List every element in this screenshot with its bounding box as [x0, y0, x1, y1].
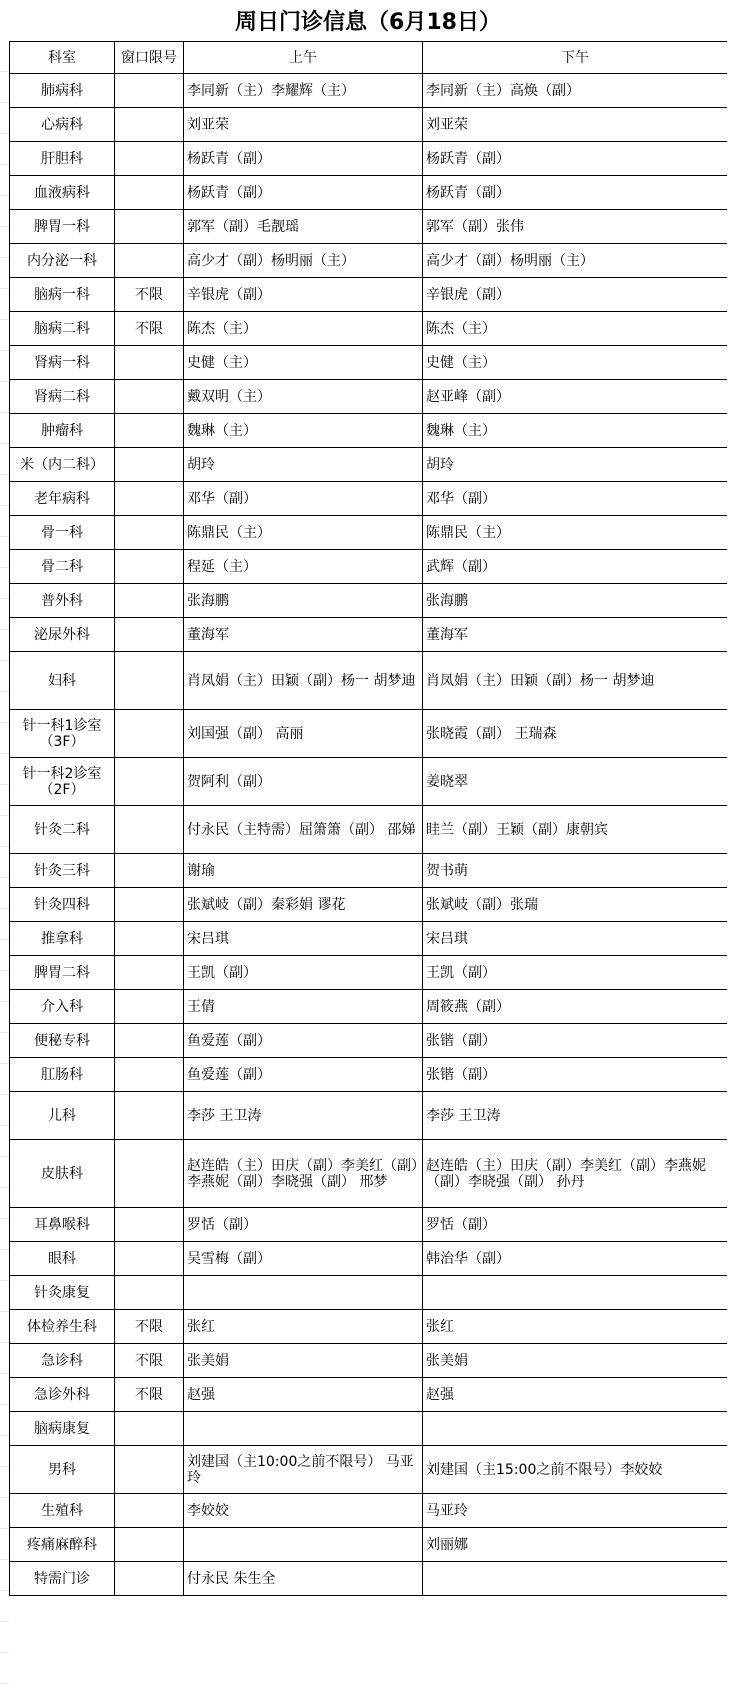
table-row	[10, 176, 728, 210]
morning-doctors-cell: 付永民 朱生全	[184, 1562, 423, 1596]
window-limit-cell	[115, 1242, 184, 1276]
morning-doctors-cell	[184, 1412, 423, 1446]
afternoon-doctors-cell: 韩治华（副）	[423, 1242, 728, 1276]
window-limit-cell	[115, 380, 184, 414]
window-limit-cell	[115, 854, 184, 888]
afternoon-doctors-cell	[423, 1412, 728, 1446]
dept-cell: 肛肠科	[10, 1058, 115, 1092]
window-limit-cell	[115, 1446, 184, 1494]
header-morning: 上午	[184, 42, 423, 74]
dept-cell: 肾病二科	[10, 380, 115, 414]
dept-cell: 脾胃一科	[10, 210, 115, 244]
window-limit-cell	[115, 1528, 184, 1562]
morning-doctors-cell: 杨跃青（副）	[184, 142, 423, 176]
afternoon-doctors-cell	[423, 1276, 728, 1310]
window-limit-cell	[115, 710, 184, 758]
table-row	[10, 618, 728, 652]
morning-doctors-cell: 王凯（副）	[184, 956, 423, 990]
afternoon-doctors-cell	[423, 1562, 728, 1596]
page-title: 周日门诊信息（6月18日）	[235, 10, 501, 35]
dept-cell: 急诊科	[10, 1344, 115, 1378]
window-limit-cell	[115, 1024, 184, 1058]
window-limit-cell	[115, 1276, 184, 1310]
table-row	[10, 1140, 728, 1208]
morning-doctors-cell	[184, 1276, 423, 1310]
table-row	[10, 758, 728, 806]
dept-cell: 普外科	[10, 584, 115, 618]
dept-cell: 急诊外科	[10, 1378, 115, 1412]
afternoon-doctors-cell: 李莎 王卫涛	[423, 1092, 728, 1140]
window-limit-cell	[115, 1208, 184, 1242]
morning-doctors-cell: 陈杰（主）	[184, 312, 423, 346]
table-row	[10, 516, 728, 550]
window-limit-cell	[115, 990, 184, 1024]
table-row	[10, 108, 728, 142]
dept-cell: 介入科	[10, 990, 115, 1024]
afternoon-doctors-cell: 郭军（副）张伟	[423, 210, 728, 244]
table-row	[10, 1378, 728, 1412]
afternoon-doctors-cell: 张红	[423, 1310, 728, 1344]
dept-cell: 推拿科	[10, 922, 115, 956]
morning-doctors-cell: 王倩	[184, 990, 423, 1024]
dept-cell: 便秘专科	[10, 1024, 115, 1058]
morning-doctors-cell: 李同新（主）李耀辉（主）	[184, 74, 423, 108]
table-row	[10, 142, 728, 176]
table-row	[10, 448, 728, 482]
morning-doctors-cell: 邓华（副）	[184, 482, 423, 516]
morning-doctors-cell: 刘建国（主10:00之前不限号） 马亚玲	[184, 1446, 423, 1494]
window-limit-cell	[115, 1140, 184, 1208]
table-row	[10, 652, 728, 710]
morning-doctors-cell: 鱼爱莲（副）	[184, 1024, 423, 1058]
morning-doctors-cell: 刘国强（副） 高丽	[184, 710, 423, 758]
afternoon-doctors-cell: 杨跃青（副）	[423, 142, 728, 176]
morning-doctors-cell: 罗恬（副）	[184, 1208, 423, 1242]
afternoon-doctors-cell: 马亚玲	[423, 1494, 728, 1528]
dept-cell: 针一科1诊室（3F）	[10, 710, 115, 758]
dept-cell: 针灸三科	[10, 854, 115, 888]
header-row	[10, 42, 728, 74]
header-afternoon: 下午	[423, 42, 728, 74]
table-row	[10, 278, 728, 312]
table-row	[10, 380, 728, 414]
dept-cell: 米（内二科）	[10, 448, 115, 482]
window-limit-cell	[115, 448, 184, 482]
window-limit-cell	[115, 210, 184, 244]
morning-doctors-cell: 董海军	[184, 618, 423, 652]
window-limit-cell	[115, 1412, 184, 1446]
table-row	[10, 888, 728, 922]
window-limit-cell	[115, 652, 184, 710]
table-row	[10, 584, 728, 618]
afternoon-doctors-cell: 张锴（副）	[423, 1024, 728, 1058]
window-limit-cell: 不限	[115, 1344, 184, 1378]
window-limit-cell	[115, 1058, 184, 1092]
window-limit-cell	[115, 758, 184, 806]
morning-doctors-cell: 吴雪梅（副）	[184, 1242, 423, 1276]
table-row	[10, 1208, 728, 1242]
morning-doctors-cell: 李姣姣	[184, 1494, 423, 1528]
table-row	[10, 1242, 728, 1276]
afternoon-doctors-cell: 辛银虎（副）	[423, 278, 728, 312]
afternoon-doctors-cell: 肖凤娟（主）田颖（副）杨一 胡梦迪	[423, 652, 728, 710]
afternoon-doctors-cell: 张锴（副）	[423, 1058, 728, 1092]
dept-cell: 肝胆科	[10, 142, 115, 176]
table-row	[10, 854, 728, 888]
window-limit-cell	[115, 346, 184, 380]
window-limit-cell	[115, 584, 184, 618]
header-dept: 科室	[10, 42, 115, 74]
window-limit-cell	[115, 516, 184, 550]
morning-doctors-cell: 鱼爱莲（副）	[184, 1058, 423, 1092]
morning-doctors-cell: 魏琳（主）	[184, 414, 423, 448]
window-limit-cell	[115, 550, 184, 584]
morning-doctors-cell: 赵强	[184, 1378, 423, 1412]
afternoon-doctors-cell: 杨跃青（副）	[423, 176, 728, 210]
table-row	[10, 1310, 728, 1344]
afternoon-doctors-cell: 胡玲	[423, 448, 728, 482]
window-limit-cell	[115, 414, 184, 448]
morning-doctors-cell: 贺阿利（副）	[184, 758, 423, 806]
dept-cell: 针灸二科	[10, 806, 115, 854]
morning-doctors-cell: 刘亚荣	[184, 108, 423, 142]
dept-cell: 针一科2诊室（2F）	[10, 758, 115, 806]
afternoon-doctors-cell: 眭兰（副）王颖（副）康朝宾	[423, 806, 728, 854]
window-limit-cell	[115, 922, 184, 956]
table-row	[10, 210, 728, 244]
dept-cell: 脑病二科	[10, 312, 115, 346]
afternoon-doctors-cell: 邓华（副）	[423, 482, 728, 516]
table-row	[10, 956, 728, 990]
morning-doctors-cell: 宋吕琪	[184, 922, 423, 956]
table-row	[10, 1092, 728, 1140]
dept-cell: 耳鼻喉科	[10, 1208, 115, 1242]
table-row	[10, 244, 728, 278]
dept-cell: 血液病科	[10, 176, 115, 210]
morning-doctors-cell: 胡玲	[184, 448, 423, 482]
window-limit-cell	[115, 74, 184, 108]
window-limit-cell: 不限	[115, 278, 184, 312]
afternoon-doctors-cell: 史健（主）	[423, 346, 728, 380]
dept-cell: 老年病科	[10, 482, 115, 516]
morning-doctors-cell: 张海鹏	[184, 584, 423, 618]
dept-cell: 肾病一科	[10, 346, 115, 380]
window-limit-cell	[115, 176, 184, 210]
dept-cell: 脑病康复	[10, 1412, 115, 1446]
window-limit-cell	[115, 142, 184, 176]
dept-cell: 肿瘤科	[10, 414, 115, 448]
table-body	[10, 74, 728, 1596]
afternoon-doctors-cell: 刘亚荣	[423, 108, 728, 142]
dept-cell: 针灸四科	[10, 888, 115, 922]
afternoon-doctors-cell: 刘丽娜	[423, 1528, 728, 1562]
table-row	[10, 74, 728, 108]
dept-cell: 内分泌一科	[10, 244, 115, 278]
dept-cell: 肺病科	[10, 74, 115, 108]
afternoon-doctors-cell: 李同新（主）高焕（副）	[423, 74, 728, 108]
right-margin	[727, 0, 739, 1691]
dept-cell: 心病科	[10, 108, 115, 142]
table-row	[10, 1562, 728, 1596]
afternoon-doctors-cell: 张晓霞（副） 王瑞森	[423, 710, 728, 758]
window-limit-cell: 不限	[115, 1310, 184, 1344]
afternoon-doctors-cell: 宋吕琪	[423, 922, 728, 956]
morning-doctors-cell: 陈鼎民（主）	[184, 516, 423, 550]
morning-doctors-cell: 赵连皓（主）田庆（副）李美红（副）李燕妮（副）李晓强（副） 邢梦	[184, 1140, 423, 1208]
morning-doctors-cell: 戴双明（主）	[184, 380, 423, 414]
dept-cell: 骨一科	[10, 516, 115, 550]
afternoon-doctors-cell: 赵连皓（主）田庆（副）李美红（副）李燕妮（副）李晓强（副） 孙丹	[423, 1140, 728, 1208]
window-limit-cell: 不限	[115, 312, 184, 346]
table-row	[10, 1024, 728, 1058]
dept-cell: 生殖科	[10, 1494, 115, 1528]
afternoon-doctors-cell: 罗恬（副）	[423, 1208, 728, 1242]
table-row	[10, 710, 728, 758]
row-gutter	[0, 41, 9, 1691]
morning-doctors-cell: 付永民（主特需）屈箫箫（副） 邵娣	[184, 806, 423, 854]
schedule-table	[9, 41, 728, 1596]
header-window-limit: 窗口限号	[115, 42, 184, 74]
window-limit-cell	[115, 1092, 184, 1140]
morning-doctors-cell: 李莎 王卫涛	[184, 1092, 423, 1140]
dept-cell: 体检养生科	[10, 1310, 115, 1344]
afternoon-doctors-cell: 张海鹏	[423, 584, 728, 618]
dept-cell: 儿科	[10, 1092, 115, 1140]
morning-doctors-cell: 谢瑜	[184, 854, 423, 888]
afternoon-doctors-cell: 刘建国（主15:00之前不限号）李姣姣	[423, 1446, 728, 1494]
dept-cell: 针灸康复	[10, 1276, 115, 1310]
dept-cell: 特需门诊	[10, 1562, 115, 1596]
table-row	[10, 1494, 728, 1528]
morning-doctors-cell: 张红	[184, 1310, 423, 1344]
window-limit-cell	[115, 806, 184, 854]
dept-cell: 皮肤科	[10, 1140, 115, 1208]
morning-doctors-cell: 郭军（副）毛靓瑶	[184, 210, 423, 244]
afternoon-doctors-cell: 陈鼎民（主）	[423, 516, 728, 550]
dept-cell: 脑病一科	[10, 278, 115, 312]
afternoon-doctors-cell: 高少才（副）杨明丽（主）	[423, 244, 728, 278]
afternoon-doctors-cell: 赵强	[423, 1378, 728, 1412]
table-row	[10, 550, 728, 584]
table-row	[10, 346, 728, 380]
afternoon-doctors-cell: 赵亚峰（副）	[423, 380, 728, 414]
morning-doctors-cell: 史健（主）	[184, 346, 423, 380]
table-row	[10, 1528, 728, 1562]
dept-cell: 脾胃二科	[10, 956, 115, 990]
dept-cell: 疼痛麻醉科	[10, 1528, 115, 1562]
morning-doctors-cell	[184, 1528, 423, 1562]
afternoon-doctors-cell: 武辉（副）	[423, 550, 728, 584]
morning-doctors-cell: 高少才（副）杨明丽（主）	[184, 244, 423, 278]
afternoon-doctors-cell: 董海军	[423, 618, 728, 652]
table-row	[10, 806, 728, 854]
window-limit-cell	[115, 482, 184, 516]
dept-cell: 妇科	[10, 652, 115, 710]
morning-doctors-cell: 张斌岐（副）秦彩娟 谬花	[184, 888, 423, 922]
table-row	[10, 922, 728, 956]
window-limit-cell	[115, 1562, 184, 1596]
table-row	[10, 482, 728, 516]
table-row	[10, 1276, 728, 1310]
morning-doctors-cell: 张美娟	[184, 1344, 423, 1378]
morning-doctors-cell: 肖凤娟（主）田颖（副）杨一 胡梦迪	[184, 652, 423, 710]
window-limit-cell	[115, 244, 184, 278]
table-row	[10, 1344, 728, 1378]
window-limit-cell	[115, 108, 184, 142]
dept-cell: 男科	[10, 1446, 115, 1494]
table-row	[10, 990, 728, 1024]
dept-cell: 泌尿外科	[10, 618, 115, 652]
table-row	[10, 1412, 728, 1446]
window-limit-cell	[115, 956, 184, 990]
afternoon-doctors-cell: 魏琳（主）	[423, 414, 728, 448]
window-limit-cell	[115, 1494, 184, 1528]
window-limit-cell	[115, 888, 184, 922]
afternoon-doctors-cell: 张斌岐（副）张瑞	[423, 888, 728, 922]
table-row	[10, 1446, 728, 1494]
morning-doctors-cell: 辛银虎（副）	[184, 278, 423, 312]
afternoon-doctors-cell: 陈杰（主）	[423, 312, 728, 346]
window-limit-cell: 不限	[115, 1378, 184, 1412]
afternoon-doctors-cell: 周筱燕（副）	[423, 990, 728, 1024]
afternoon-doctors-cell: 张美娟	[423, 1344, 728, 1378]
table-row	[10, 312, 728, 346]
morning-doctors-cell: 杨跃青（副）	[184, 176, 423, 210]
dept-cell: 骨二科	[10, 550, 115, 584]
afternoon-doctors-cell: 王凯（副）	[423, 956, 728, 990]
afternoon-doctors-cell: 贺书萌	[423, 854, 728, 888]
table-row	[10, 414, 728, 448]
morning-doctors-cell: 程延（主）	[184, 550, 423, 584]
window-limit-cell	[115, 618, 184, 652]
dept-cell: 眼科	[10, 1242, 115, 1276]
table-row	[10, 1058, 728, 1092]
afternoon-doctors-cell: 姜晓翠	[423, 758, 728, 806]
